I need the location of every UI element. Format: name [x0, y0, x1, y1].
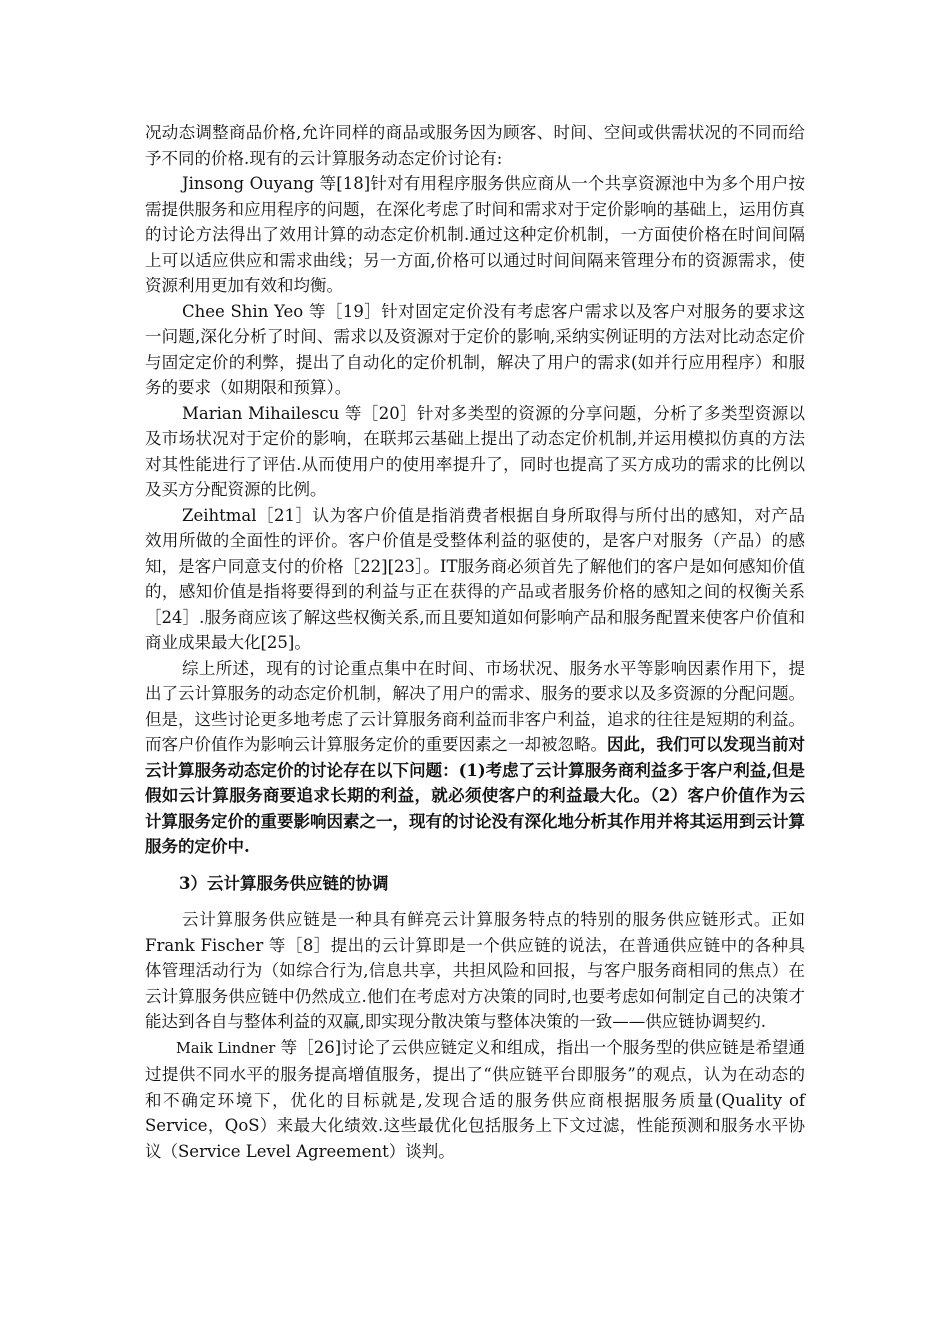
- paragraph-ouyang: Jinsong Ouyang 等[18]针对有用程序服务供应商从一个共享资源池中为多个用户按需提供服务和应用程序的问题，在深化考虑了时间和需求对于定价影响的基础上，运用仿真的讨论方法得出了效用计算的动态定价机制.通过这种定价机制，一方面使价格在时间间隔上可以适应供应和需求曲线；另一方面,价格可以通过时间间隔来管理分布的资源需求，使资源利用更加有效和均衡。: [145, 174, 805, 295]
- paragraph-summary: [145, 656, 805, 860]
- paragraph-yeo: Chee Shin Yeo 等［19］针对固定定价没有考虑客户需求以及客户对服务的要求这一问题,深化分析了时间、需求以及资源对于定价的影响,采纳实例证明的方法对比动态定价与固定定价的利弊，提出了自动化的定价机制，解决了用户的需求(如并行应用程序）和服务的要求（如期限和预算）。: [145, 301, 805, 397]
- paragraph-dynamic-pricing-intro: 况动态调整商品价格,允许同样的商品或服务因为顾客、时间、空间或供需状况的不同而给予不同的价格.现有的云计算服务动态定价讨论有:: [145, 123, 805, 168]
- summary-text: 综上所述，现有的讨论重点集中在时间、市场状况、服务水平等影响因素作用下，提出了云计算服务的动态定价机制，解决了用户的需求、服务的要求以及多资源的分配问题。但是，这些讨论更多地考虑了云计算服务商利益而非客户利益，追求的往往是短期的利益。而客户价值作为影响云计算服务定价的重要因素之一却被忽略。: [145, 658, 805, 754]
- lindner-text: 等［26]讨论了云供应链定义和组成，指出一个服务型的供应链是希望通过提供不同水平的服务提高增值服务，提出了“供应链平台即服务”的观点，认为在动态的和不确定环境下，优化的目标就是,发现合适的服务供应商根据服务质量(Quality of Service，QoS）来最大化绩效.这些最优化包括服务上下文过滤，性能预测和服务水平协议（Service Level Agreement）谈判。: [145, 1037, 805, 1161]
- summary-bold-text: 因此，我们可以发现当前对云计算服务动态定价的讨论存在以下问题：(1)考虑了云计算服务商利益多于客户利益,但是假如云计算服务商要追求长期的利益，就必须使客户的利益最大化。（2）客户价值作为云计算服务定价的重要影响因素之一，现有的讨论没有深化地分析其作用并将其运用到云计算服务的定价中.: [145, 735, 805, 856]
- document-body: [145, 120, 805, 1164]
- author-name: Maik Lindner: [176, 1040, 276, 1057]
- paragraph-zeihtmal: Zeihtmal［21］认为客户价值是指消费者根据自身所取得与所付出的感知，对产品效用所做的全面性的评价。客户价值是受整体利益的驱使的，是客户对服务（产品）的感知，是客户同意支付的价格［22][23］。IT服务商必须首先了解他们的客户是如何感知价值的，感知价值是指将要得到的利益与正在获得的产品或者服务价格的感知之间的权衡关系［24］.服务商应该了解这些权衡关系,而且要知道如何影响产品和服务配置来使客户价值和商业成果最大化[25]。: [145, 505, 805, 652]
- paragraph-lindner: [145, 1035, 805, 1165]
- paragraph-supply-chain: 云计算服务供应链是一种具有鲜亮云计算服务特点的特别的服务供应链形式。正如 Frank Fischer 等［8］提出的云计算即是一个供应链的说法，在普通供应链中的各种具体管理活动行为（如综合行为,信息共享，共担风险和回报，与客户服务商相同的焦点）在云计算服务供应链中仍然成立.他们在考虑对方决策的同时,也要考虑如何制定自己的决策才能达到各自与整体利益的双赢,即实现分散决策与整体决策的一致——供应链协调契约.: [145, 910, 805, 1031]
- section-heading-supply-chain: 3）云计算服务供应链的协调: [179, 873, 389, 893]
- paragraph-mihailescu: Marian Mihailescu 等［20］针对多类型的资源的分享问题，分析了多类型资源以及市场状况对于定价的影响，在联邦云基础上提出了动态定价机制,并运用模拟仿真的方法对其性能进行了评估.从而使用户的使用率提升了，同时也提高了买方成功的需求的比例以及买方分配资源的比例。: [145, 403, 805, 499]
